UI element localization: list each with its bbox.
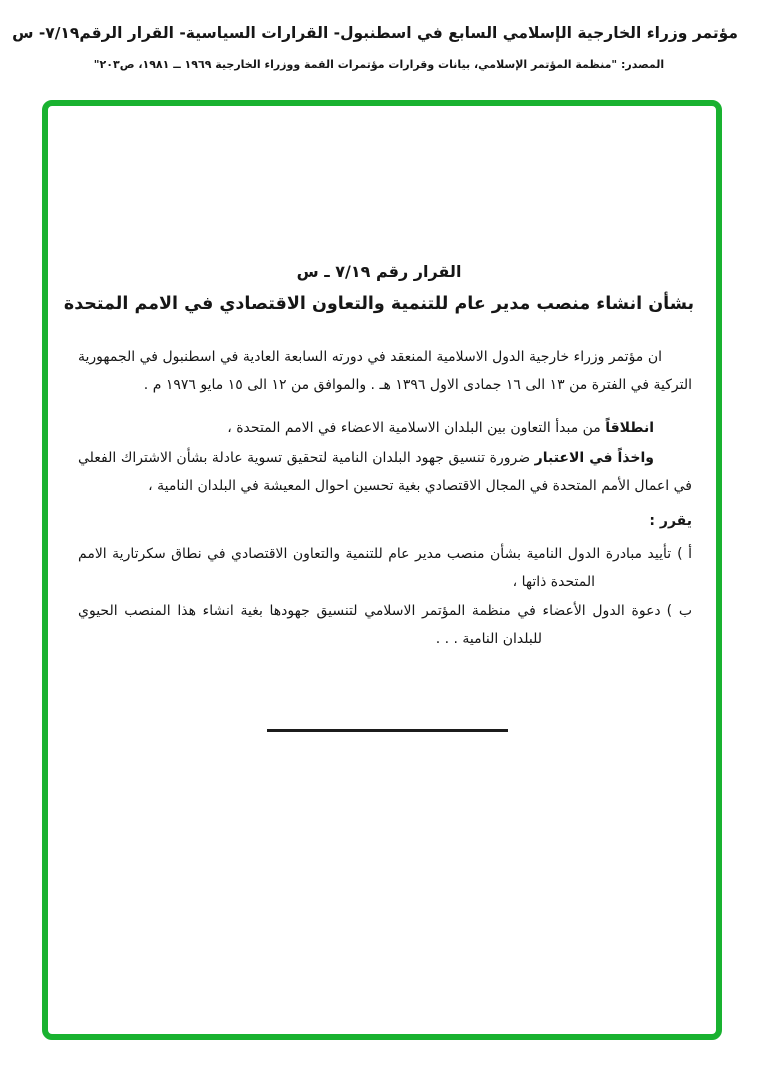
decision-item-b (78, 597, 692, 653)
cooperation-clause-text: من مبدأ التعاون بين البلدان الاسلامية الاعضاء في الامم المتحدة ، (227, 420, 606, 436)
decision-item-b-text: دعوة الدول الأعضاء في منظمة المؤتمر الاسلامي لتنسيق جهودها بغية انشاء هذا المنصب الحيوي (78, 603, 661, 619)
decision-item-b-continuation: للبلدان النامية . . . (435, 631, 542, 647)
resolution-title: بشأن انشاء منصب مدير عام للتنمية والتعاون الاقتصادي في الامم المتحدة (63, 294, 695, 314)
decision-item-b-line1 (78, 597, 692, 625)
decision-item-a-marker: أ ) (677, 546, 692, 562)
consideration-clause-lead: واخذاً في الاعتبار (534, 450, 654, 466)
cooperation-clause-lead: انطلاقاً (605, 420, 654, 436)
source-header-title: مؤتمر وزراء الخارجية الإسلامي السابع في اسطنبول- القرارات السياسية- القرار الرقم٧/١٩- س (12, 24, 738, 42)
decision-item-a-line1 (78, 540, 692, 568)
decision-item-a (78, 540, 692, 596)
decision-item-b-marker: ب ) (666, 603, 693, 619)
divider-line (267, 729, 508, 732)
resolution-number-heading: القرار رقم ٧/١٩ ـ س (296, 262, 462, 281)
cooperation-clause (78, 414, 692, 442)
decision-item-a-text: تأييد مبادرة الدول النامية بشأن منصب مدير عام للتنمية والتعاون الاقتصادي في نطاق سكرتارية الامم (78, 546, 672, 562)
consideration-clause (78, 444, 692, 500)
decision-item-a-continuation: المتحدة ذاتها ، (512, 574, 595, 590)
preamble-paragraph: ان مؤتمر وزراء خارجية الدول الاسلامية المنعقد في دورته السابعة العادية في اسطنبول في الجمهورية التركية في الفترة من ١٣ الى ١٦ جمادى الاول ١٣٩٦ هـ . والموافق من ١٢ الى ١٥ مايو ١٩٧٦ م . (78, 349, 692, 393)
consideration-clause-text: ضرورة تنسيق جهود البلدان النامية لتحقيق تسوية عادلة بشأن الاشتراك الفعلي في اعمال الأمم المتحدة في المجال الاقتصادي بغية تحسين احوال المعيشة في البلدان النامية ، (78, 450, 692, 494)
decides-label: يقرر : (649, 513, 692, 529)
source-header-citation: المصدر: "منظمة المؤتمر الإسلامي، بيانات وقرارات مؤتمرات القمة ووزراء الخارجية ١٩٦٩ ــ ١٩٨١، ص٢٠٣" (93, 58, 665, 71)
